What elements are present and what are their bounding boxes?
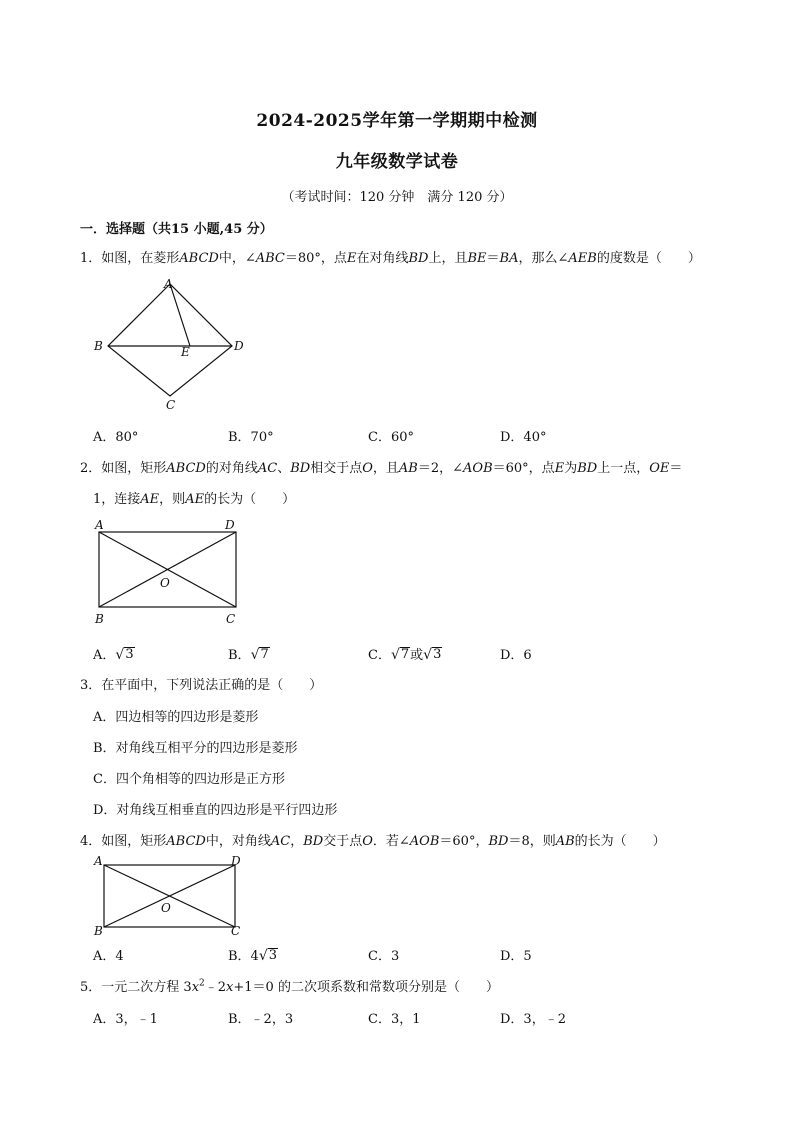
label-c: C [166, 398, 176, 412]
question-1-stem: 1．如图，在菱形ABCD中，∠ABC＝80°，点E在对角线BD上，且BE＝BA，那么∠AEB的度数是（ ） [80, 251, 701, 266]
q2-option-b: B． √ 7 [228, 647, 269, 663]
q5-option-a: A．3，﹣1 [93, 1012, 158, 1027]
label-o: O [161, 901, 171, 915]
question-2-stem-line-1: 2．如图，矩形ABCD的对角线AC、BD相交于点O，且AB＝2，∠AOB＝60°，点E为BD上一点，OE＝ [80, 461, 683, 476]
q4-option-d: D．5 [500, 949, 532, 964]
exam-subtitle: 九年级数学试卷 [335, 152, 459, 172]
question-4-stem: 4．如图，矩形ABCD中，对角线AC，BD交于点O．若∠AOB＝60°，BD＝8，则AB的长为（ ） [80, 834, 666, 849]
q4-option-a: A．4 [93, 949, 124, 964]
label-a: A [164, 277, 173, 291]
label-d: D [225, 518, 235, 532]
label-b: B [95, 612, 104, 626]
q1-option-a: A．80° [93, 430, 139, 445]
q2-option-c: C． √ 7 或 √ 3 [368, 647, 442, 663]
q2-option-a: A． √ 3 [93, 647, 134, 663]
label-d: D [231, 854, 241, 868]
rectangle-figure-q2 [88, 517, 258, 629]
q5-option-d: D．3，﹣2 [500, 1012, 566, 1027]
question-5-stem: 5．一元二次方程 $3x^2﹣2x+1=0$ 的二次项系数和常数项分别是（ ） [80, 978, 499, 995]
q1-option-b: B．70° [228, 430, 274, 445]
q3-option-a: A．四边相等的四边形是菱形 [93, 710, 259, 725]
label-b: B [94, 924, 103, 938]
label-a: A [95, 518, 104, 532]
exam-info: （考试时间：120 分钟 满分 120 分） [281, 190, 513, 205]
q2-option-d: D．6 [500, 648, 532, 663]
rhombus-shape [108, 284, 232, 396]
label-e: E [181, 345, 190, 359]
q1-option-c: C．60° [368, 430, 414, 445]
q3-option-d: D．对角线互相垂直的四边形是平行四边形 [93, 803, 338, 818]
q3-option-c: C．四个角相等的四边形是正方形 [93, 772, 285, 787]
question-3-stem: 3．在平面中，下列说法正确的是（ ） [80, 678, 323, 693]
q4-option-c: C．3 [368, 949, 400, 964]
label-c: C [231, 924, 241, 938]
label-c: C [226, 612, 236, 626]
question-2-stem-line-2: 1，连接AE，则AE的长为（ ） [93, 492, 296, 507]
rectangle-figure-q4 [88, 850, 258, 940]
q1-option-d: D．40° [500, 430, 547, 445]
q5-option-b: B．﹣2，3 [228, 1012, 294, 1027]
label-a: A [94, 854, 103, 868]
q3-option-b: B．对角线互相平分的四边形是菱形 [93, 741, 298, 756]
q5-option-c: C．3，1 [368, 1012, 421, 1027]
label-b: B [94, 339, 103, 353]
label-o: O [160, 576, 170, 590]
label-d: D [234, 339, 244, 353]
section-title: 一．选择题（共15 小题,45 分） [80, 222, 273, 237]
exam-title: 2024-2025学年第一学期期中检测 [256, 111, 538, 131]
q4-option-b: B．4 √ 3 [228, 948, 278, 964]
rhombus-figure [88, 274, 258, 414]
